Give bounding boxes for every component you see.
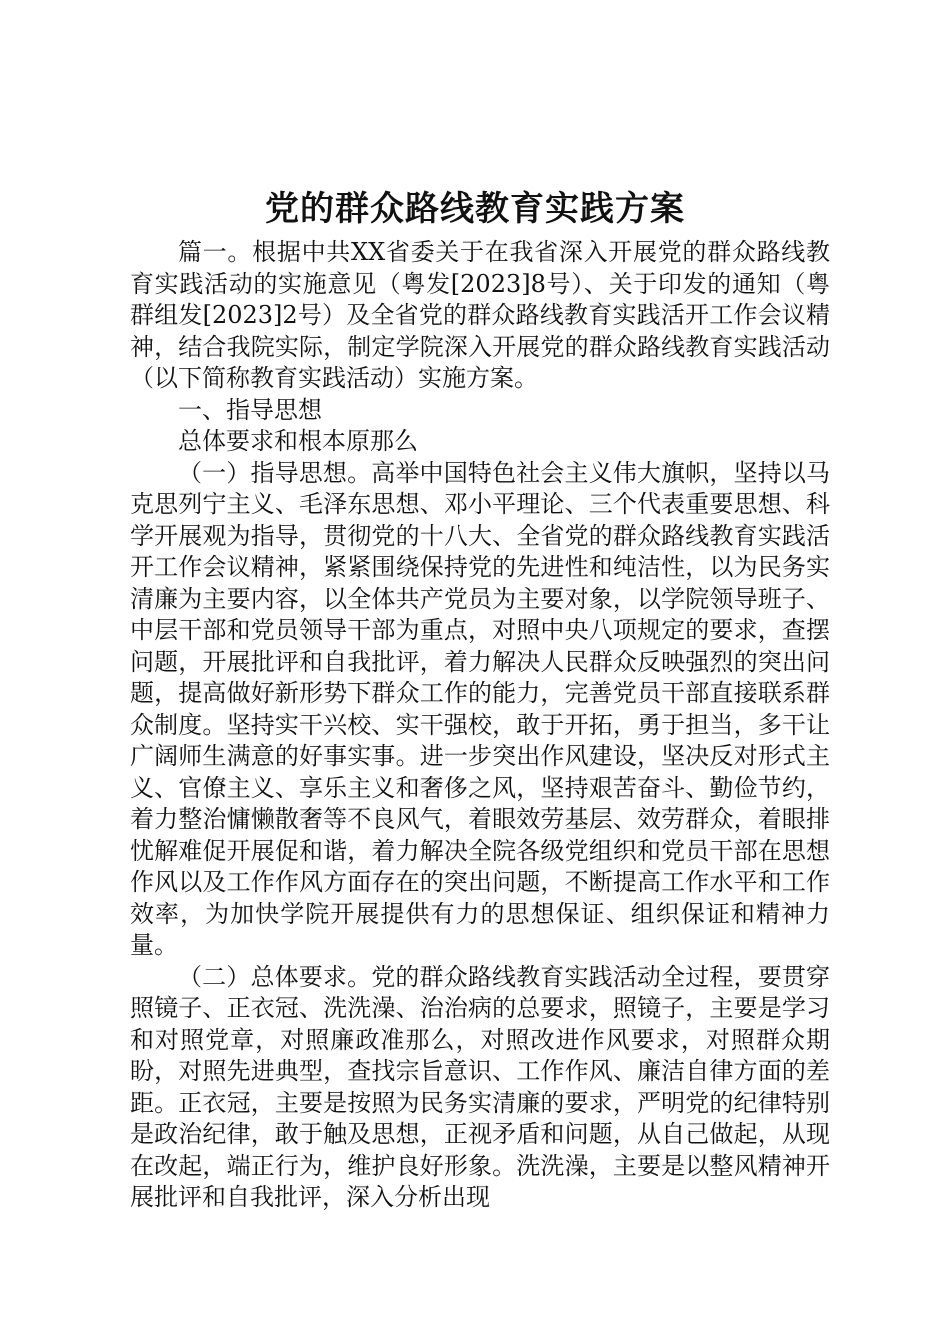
document-title: 党的群众路线教育实践方案: [265, 189, 685, 229]
paragraph-intro: 篇一。根据中共XX省委关于在我省深入开展党的群众路线教育实践活动的实施意见（粤发[2023]8号）、关于印发的通知（粤群组发[2023]2号）及全省党的群众路线教育实践活开工作会议精神，结合我院实际，制定学院深入开展党的群众路线教育实践活动（以下简称教育实践活动）实施方案。: [130, 238, 830, 392]
section-heading-guiding-ideology: 一、指导思想: [178, 395, 322, 424]
document-body: [130, 237, 830, 1214]
paragraph-overall-requirements: （二）总体要求。党的群众路线教育实践活动全过程，要贯穿照镜子、正衣冠、洗洗澡、治治病的总要求，照镜子，主要是学习和对照党章，对照廉政准那么，对照改进作风要求，对照群众期盼，对照先进典型，查找宗旨意识、工作作风、廉洁自律方面的差距。正衣冠，主要是按照为民务实清廉的要求，严明党的纪律特别是政治纪律，敢于触及思想，正视矛盾和问题，从自己做起，从现在改起，端正行为，维护良好形象。洗洗澡，主要是以整风精神开展批评和自我批评，深入分析出现: [130, 962, 830, 1211]
paragraph-guiding-ideology: （一）指导思想。高举中国特色社会主义伟大旗帜，坚持以马克思列宁主义、毛泽东思想、邓小平理论、三个代表重要思想、科学开展观为指导，贯彻党的十八大、全省党的群众路线教育实践活开工作会议精神，紧紧围绕保持党的先进性和纯洁性，以为民务实清廉为主要内容，以全体共产党员为主要对象，以学院领导班子、中层干部和党员领导干部为重点，对照中央八项规定的要求，查摆问题，开展批评和自我批评，着力解决人民群众反映强烈的突出问题，提高做好新形势下群众工作的能力，完善党员干部直接联系群众制度。坚持实干兴校、实干强校，敢于开拓，勇于担当，多干让广阔师生满意的好事实事。进一步突出作风建设，坚决反对形式主义、官僚主义、享乐主义和奢侈之风，坚持艰苦奋斗、勤俭节约，着力整治慵懒散奢等不良风气，着眼效劳基层、效劳群众，着眼排忧解难促开展促和谐，着力解决全院各级党组织和党员干部在思想作风以及工作作风方面存在的突出问题，不断提高工作水平和工作效率，为加快学院开展提供有力的思想保证、组织保证和精神力量。: [130, 458, 830, 959]
section-subheading-requirements-principles: 总体要求和根本原那么: [178, 427, 418, 455]
